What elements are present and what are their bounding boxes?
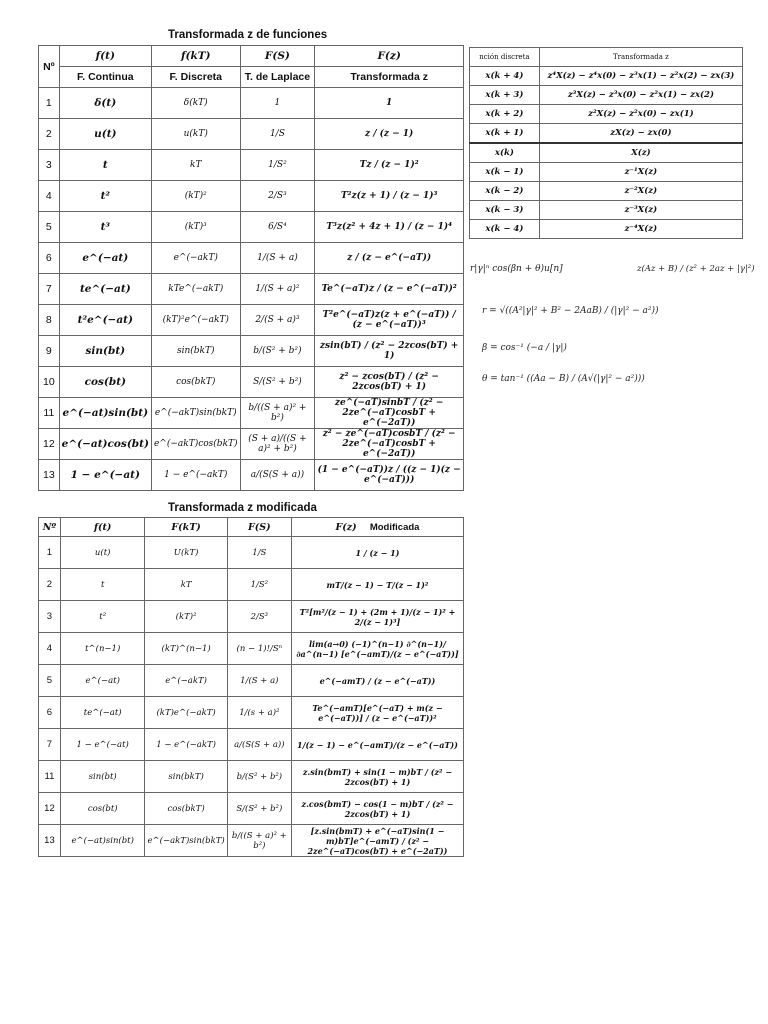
formula-beta: β = cos⁻¹ (−a / |γ|) <box>482 343 567 353</box>
table-cell: cos(bkT) <box>145 793 227 825</box>
table-cell: 4 <box>39 633 61 665</box>
header-fs: F(S) <box>240 46 315 67</box>
header-discreta: F. Discreta <box>151 67 240 88</box>
table-header-row <box>470 48 743 67</box>
table-cell: z / (z − e^(−aT)) <box>315 243 464 274</box>
table-cell: sin(bkT) <box>151 336 240 367</box>
table-cell: b/((S + a)² + b²) <box>227 825 291 857</box>
table-cell: 1 − e^(−akT) <box>151 460 240 491</box>
table-cell: 1 − e^(−akT) <box>145 729 227 761</box>
table-cell: (S + a)/((S + a)² + b²) <box>240 429 315 460</box>
table-cell: kT <box>151 150 240 181</box>
table-cell: T²e^(−aT)z(z + e^(−aT)) / (z − e^(−aT))³ <box>315 305 464 336</box>
table-cell: 1/(S + a) <box>240 243 315 274</box>
table-cell: 3 <box>39 601 61 633</box>
header-ft: f(t) <box>59 46 151 67</box>
table1-title: Transformada z de funciones <box>168 29 328 41</box>
table-row <box>39 601 464 633</box>
table-cell: 1/(S + a) <box>227 665 291 697</box>
table-row <box>470 86 743 105</box>
table-cell: 1 <box>39 88 60 119</box>
table-cell: e^(−akT)sin(bkT) <box>145 825 227 857</box>
table-cell: 2 <box>39 119 60 150</box>
table-row <box>470 67 743 86</box>
table-cell: 2/S³ <box>240 181 315 212</box>
header-fkt: f(kT) <box>151 46 240 67</box>
table-row <box>39 212 464 243</box>
table-cell: lim(a→0) (−1)^(n−1) ∂^(n−1)/∂a^(n−1) [e^(−amT)/(z − e^(−aT))] <box>291 633 463 665</box>
table2-title: Transformada z modificada <box>168 502 317 514</box>
table-cell: sin(bkT) <box>145 761 227 793</box>
table-header-row <box>39 518 464 537</box>
table-cell: 4 <box>39 181 60 212</box>
table-row <box>39 460 464 491</box>
table-cell: x(k − 1) <box>470 163 540 182</box>
table-cell: 3 <box>39 150 60 181</box>
table-cell: δ(t) <box>59 88 151 119</box>
table-cell: S/(S² + b²) <box>240 367 315 398</box>
table-cell: 1/(s + a)² <box>227 697 291 729</box>
table-cell: S/(S² + b²) <box>227 793 291 825</box>
table-cell: z² − zcos(bT) / (z² − 2zcos(bT) + 1) <box>315 367 464 398</box>
table-cell: a/(S(S + a)) <box>227 729 291 761</box>
table-cell: a/(S(S + a)) <box>240 460 315 491</box>
table-cell: (kT)^(n−1) <box>145 633 227 665</box>
header-ft: f(t) <box>60 518 145 537</box>
header-continua: F. Continua <box>59 67 151 88</box>
table-subheader-row <box>39 67 464 88</box>
table-row <box>39 336 464 367</box>
table-cell: T²[m²/(z − 1) + (2m + 1)/(z − 1)² + 2/(z − 1)³] <box>291 601 463 633</box>
z-transform-table <box>38 45 464 491</box>
table-cell: (kT)³ <box>151 212 240 243</box>
header-discrete-function: nción discreta <box>470 48 540 67</box>
table-cell: te^(−at) <box>60 697 145 729</box>
table-cell: x(k − 2) <box>470 182 540 201</box>
table-cell: cos(bt) <box>60 793 145 825</box>
table-cell: 1 <box>315 88 464 119</box>
table-cell: zX(z) − zx(0) <box>539 124 742 144</box>
modified-z-transform-table <box>38 517 464 857</box>
table-cell: 2/(S + a)³ <box>240 305 315 336</box>
table-cell: e^(−amT) / (z − e^(−aT)) <box>291 665 463 697</box>
table-row <box>39 119 464 150</box>
table-cell: 1/S² <box>240 150 315 181</box>
table-cell: z² − ze^(−aT)cosbT / (z² − 2ze^(−aT)cosbT + e^(−2aT)) <box>315 429 464 460</box>
header-fkt: F(kT) <box>145 518 227 537</box>
table-cell: sin(bt) <box>60 761 145 793</box>
table-row <box>39 429 464 460</box>
table-cell: 12 <box>39 429 60 460</box>
table-cell: cos(bkT) <box>151 367 240 398</box>
table-cell: 12 <box>39 793 61 825</box>
header-fs: F(S) <box>227 518 291 537</box>
table-cell: t³ <box>59 212 151 243</box>
table-row <box>39 793 464 825</box>
table-cell: sin(bt) <box>59 336 151 367</box>
table-cell: t² <box>59 181 151 212</box>
header-z-transform: Transformada z <box>539 48 742 67</box>
table-cell: 11 <box>39 398 60 429</box>
table-cell: b/((S + a)² + b²) <box>240 398 315 429</box>
table-cell: z.sin(bmT) + sin(1 − m)bT / (z² − 2zcos(bT) + 1) <box>291 761 463 793</box>
table-cell: z²X(z) − z²x(0) − zx(1) <box>539 105 742 124</box>
table-row <box>39 274 464 305</box>
table-cell: 6/S⁴ <box>240 212 315 243</box>
table-cell: e^(−at) <box>60 665 145 697</box>
table-row <box>39 729 464 761</box>
table-cell: e^(−at)cos(bt) <box>59 429 151 460</box>
table-header-row <box>39 46 464 67</box>
table-cell: 1 <box>240 88 315 119</box>
header-fz-modificada: F(z) Modificada <box>291 518 463 537</box>
table-row <box>39 569 464 601</box>
table-cell: U(kT) <box>145 537 227 569</box>
table-cell: 11 <box>39 761 61 793</box>
table-cell: b/(S² + b²) <box>227 761 291 793</box>
table-cell: 1 − e^(−at) <box>60 729 145 761</box>
table-cell: 1/(S + a)² <box>240 274 315 305</box>
table-cell: e^(−akT)sin(bkT) <box>151 398 240 429</box>
table-cell: (kT)² <box>145 601 227 633</box>
table-cell: Tz / (z − 1)² <box>315 150 464 181</box>
table-cell: z⁻¹X(z) <box>539 163 742 182</box>
table-row <box>470 201 743 220</box>
table-cell: (kT)² <box>151 181 240 212</box>
table-row <box>39 398 464 429</box>
table-cell: 7 <box>39 729 61 761</box>
table-row <box>39 367 464 398</box>
table-cell: [z.sin(bmT) + e^(−aT)sin(1 − m)bT]e^(−amT) / (z² − 2ze^(−aT)cos(bT) + e^(−2aT)) <box>291 825 463 857</box>
table-row <box>39 697 464 729</box>
table-cell: e^(−akT) <box>145 665 227 697</box>
table-cell: x(k) <box>470 143 540 163</box>
table-cell: z⁻²X(z) <box>539 182 742 201</box>
table-cell: 1 − e^(−at) <box>59 460 151 491</box>
table-cell: t^(n−1) <box>60 633 145 665</box>
table-cell: t <box>60 569 145 601</box>
table-cell: z.cos(bmT) − cos(1 − m)bT / (z² − 2zcos(bT) + 1) <box>291 793 463 825</box>
table-cell: cos(bt) <box>59 367 151 398</box>
header-number: Nº <box>39 518 61 537</box>
table-cell: e^(−akT)cos(bkT) <box>151 429 240 460</box>
table-cell: kT <box>145 569 227 601</box>
table-cell: x(k + 1) <box>470 124 540 144</box>
table-cell: zsin(bT) / (z² − 2zcos(bT) + 1) <box>315 336 464 367</box>
formula-transform: z(Az + B) / (z² + 2az + |γ|²) <box>637 264 755 274</box>
header-number: Nº <box>39 46 60 88</box>
table-cell: 13 <box>39 460 60 491</box>
formula-r: r = √((A²|γ|² + B² − 2AaB) / (|γ|² − a²)) <box>482 306 659 316</box>
table-row <box>39 150 464 181</box>
table-row <box>39 761 464 793</box>
table-cell: x(k − 4) <box>470 220 540 239</box>
table-cell: 1 <box>39 537 61 569</box>
formula-signal: r|γ|ⁿ cos(βn + θ)u[n] <box>470 264 563 274</box>
table-row <box>39 665 464 697</box>
table-cell: (kT)e^(−akT) <box>145 697 227 729</box>
table-cell: ze^(−aT)sinbT / (z² − 2ze^(−aT)cosbT + e^(−2aT)) <box>315 398 464 429</box>
table-row <box>39 633 464 665</box>
table-cell: 6 <box>39 697 61 729</box>
table-cell: z⁻⁴X(z) <box>539 220 742 239</box>
table-row <box>39 537 464 569</box>
table-cell: x(k + 4) <box>470 67 540 86</box>
table-row <box>39 825 464 857</box>
table-cell: (1 − e^(−aT))z / ((z − 1)(z − e^(−aT))) <box>315 460 464 491</box>
table-cell: x(k + 2) <box>470 105 540 124</box>
table-cell: x(k + 3) <box>470 86 540 105</box>
table-row <box>39 305 464 336</box>
table-cell: z³X(z) − z³x(0) − z²x(1) − zx(2) <box>539 86 742 105</box>
table-cell: T²z(z + 1) / (z − 1)³ <box>315 181 464 212</box>
table-cell: b/(S² + b²) <box>240 336 315 367</box>
table-cell: (n − 1)!/Sⁿ <box>227 633 291 665</box>
table-row <box>470 143 743 163</box>
table-cell: 5 <box>39 212 60 243</box>
table-cell: T³z(z² + 4z + 1) / (z − 1)⁴ <box>315 212 464 243</box>
table-cell: 1/(z − 1) − e^(−amT)/(z − e^(−aT)) <box>291 729 463 761</box>
table-cell: u(t) <box>59 119 151 150</box>
table-cell: t² <box>60 601 145 633</box>
table-row <box>39 181 464 212</box>
table-row <box>470 220 743 239</box>
table-cell: Te^(−amT)[e^(−aT) + m(z − e^(−aT))] / (z − e^(−aT))² <box>291 697 463 729</box>
table-row <box>39 243 464 274</box>
table-cell: 10 <box>39 367 60 398</box>
table-cell: e^(−at)sin(bt) <box>60 825 145 857</box>
table-cell: t²e^(−at) <box>59 305 151 336</box>
table-cell: t <box>59 150 151 181</box>
table-cell: x(k − 3) <box>470 201 540 220</box>
table-cell: 1/S <box>240 119 315 150</box>
table-cell: kTe^(−akT) <box>151 274 240 305</box>
table-cell: Te^(−aT)z / (z − e^(−aT))² <box>315 274 464 305</box>
table-cell: e^(−at) <box>59 243 151 274</box>
table-row <box>470 163 743 182</box>
table-cell: δ(kT) <box>151 88 240 119</box>
table-cell: 2/S³ <box>227 601 291 633</box>
table-cell: 6 <box>39 243 60 274</box>
table-cell: X(z) <box>539 143 742 163</box>
table-cell: mT/(z − 1) − T/(z − 1)² <box>291 569 463 601</box>
table-cell: 9 <box>39 336 60 367</box>
table-row <box>39 88 464 119</box>
header-fz: F(z) <box>315 46 464 67</box>
table-cell: 1 / (z − 1) <box>291 537 463 569</box>
table-cell: z⁻³X(z) <box>539 201 742 220</box>
table-cell: 8 <box>39 305 60 336</box>
shift-property-table <box>469 47 743 239</box>
table-cell: 5 <box>39 665 61 697</box>
table-cell: u(t) <box>60 537 145 569</box>
table-cell: 2 <box>39 569 61 601</box>
table-cell: 1/S² <box>227 569 291 601</box>
table-cell: z / (z − 1) <box>315 119 464 150</box>
table-row <box>470 105 743 124</box>
table-cell: 13 <box>39 825 61 857</box>
table-cell: e^(−akT) <box>151 243 240 274</box>
table-row <box>470 124 743 144</box>
table-cell: e^(−at)sin(bt) <box>59 398 151 429</box>
table-cell: 7 <box>39 274 60 305</box>
table-cell: u(kT) <box>151 119 240 150</box>
header-transformada: Transformada z <box>315 67 464 88</box>
table-cell: te^(−at) <box>59 274 151 305</box>
table-cell: 1/S <box>227 537 291 569</box>
table-cell: (kT)²e^(−akT) <box>151 305 240 336</box>
table-row <box>470 182 743 201</box>
formula-theta: θ = tan⁻¹ ((Aa − B) / (A√(|γ|² − a²))) <box>482 374 645 384</box>
header-laplace: T. de Laplace <box>240 67 315 88</box>
table-cell: z⁴X(z) − z⁴x(0) − z³x(1) − z²x(2) − zx(3) <box>539 67 742 86</box>
